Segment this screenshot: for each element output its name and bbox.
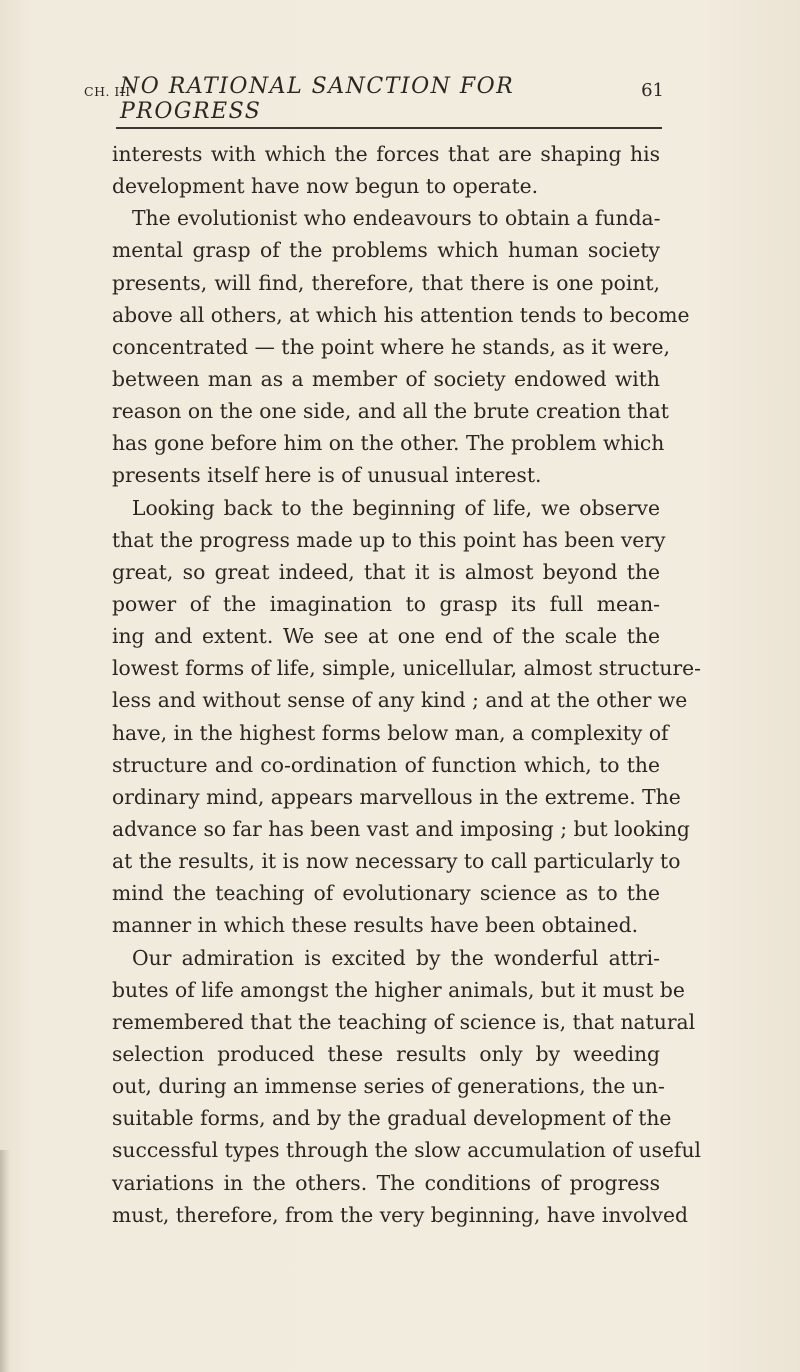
text-line: selection produced these results only by weeding [112,1041,660,1066]
text-line: that the progress made up to this point has been very [112,527,666,552]
text-line: concentrated — the point where he stands, as it were, [112,334,670,359]
text-line: structure and co-ordination of function which, to the [112,752,660,777]
text-line: butes of life amongst the higher animals, but it must be [112,977,685,1002]
text-line: mind the teaching of evolutionary science as to the [112,881,660,906]
text-line: manner in which these results have been obtained. [112,913,639,938]
text-line: suitable forms, and by the gradual development of the [112,1106,672,1131]
text-line: advance so far has been vast and imposing ; but looking [112,816,690,841]
text-line: Our admiration is excited by the wonderful attri- [132,945,660,970]
text-line: reason on the one side, and all the brute creation that [112,399,669,424]
text-line: must, therefore, from the very beginning, have involved [112,1202,688,1227]
text-line: Looking back to the beginning of life, we observe [132,495,660,520]
running-header [84,74,664,124]
text-line: mental grasp of the problems which human society [112,238,660,263]
text-line: remembered that the teaching of science is, that natural [112,1009,696,1034]
running-title: NO RATIONAL SANCTION FOR PROGRESS [120,74,515,124]
text-line: lowest forms of life, simple, unicellular, almost structure- [112,656,701,681]
text-line: between man as a member of society endowed with [112,366,660,391]
text-line: interests with which the forces that are shaping his [112,142,660,166]
text-line: great, so great indeed, that it is almost beyond the [112,559,660,584]
text-line: successful types through the slow accumulation of useful [112,1138,701,1163]
text-line: less and without sense of any kind ; and at the other we [112,688,688,713]
text-line: variations in the others. The conditions of progress [112,1170,660,1195]
text-line: ordinary mind, appears marvellous in the extreme. The [112,784,681,809]
text-line: presents itself here is of unusual interest. [112,463,542,488]
header-rule [116,127,662,129]
text-line: ing and extent. We see at one end of the scale the [112,624,660,649]
body-text [112,138,701,1231]
text-line: at the results, it is now necessary to call particularly to [112,849,681,874]
page-edge-shadow [0,1150,10,1372]
text-line: has gone before him on the other. The problem which [112,431,665,456]
chapter-label: CH. III [84,84,131,99]
text-line: have, in the highest forms below man, a complexity of [112,720,669,745]
text-line: The evolutionist who endeavours to obtain a funda- [132,206,661,231]
text-line: presents, will find, therefore, that there is one point, [112,270,660,295]
text-line: out, during an immense series of generations, the un- [112,1074,665,1099]
text-line: above all others, at which his attention tends to become [112,302,690,327]
text-line: development have now begun to operate. [112,174,539,199]
text-line: power of the imagination to grasp its full mean- [112,591,660,616]
page-number: 61 [641,80,664,101]
